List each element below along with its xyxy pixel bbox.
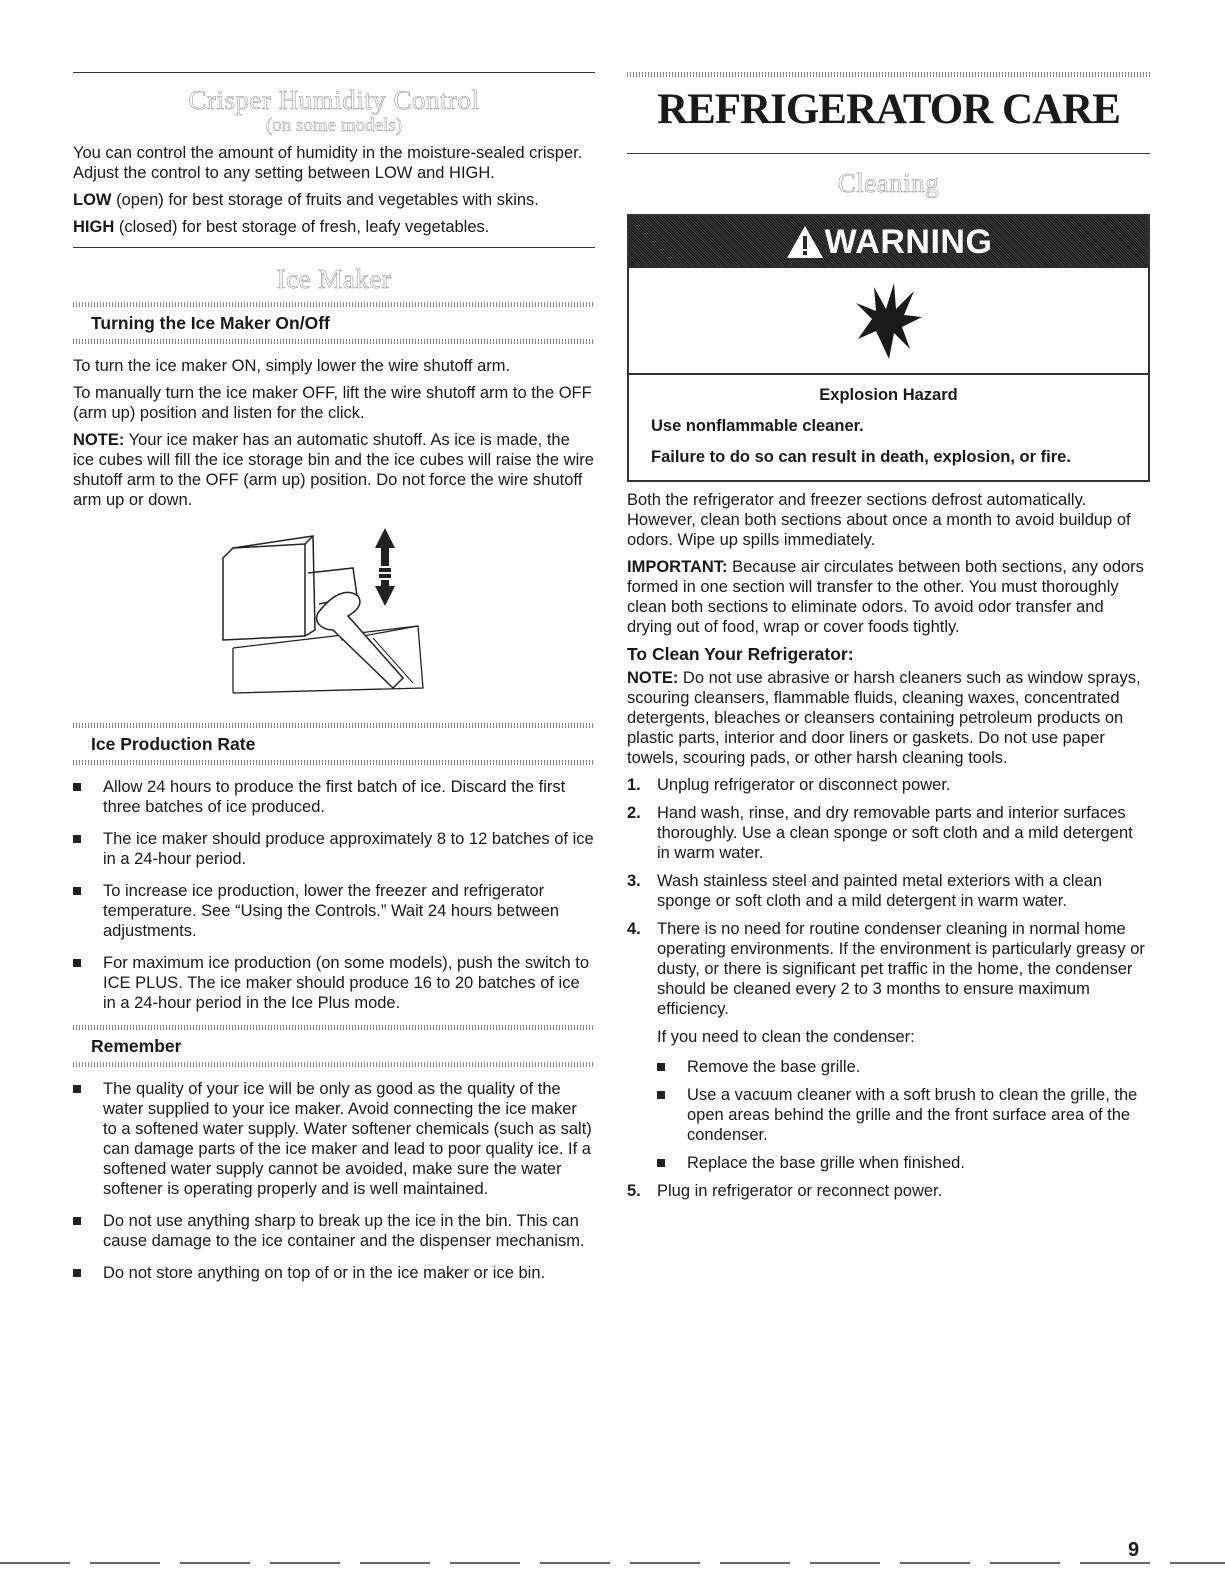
rate-heading: Ice Production Rate — [91, 734, 256, 754]
bullet-icon — [73, 835, 81, 843]
cleaning-steps — [627, 775, 1150, 1201]
crisper-low: LOW (open) for best storage of fruits and vegetables with skins. — [73, 191, 539, 209]
section-rule — [73, 247, 595, 248]
crisper-intro: You can control the amount of humidity in the moisture-sealed crisper. Adjust the control to any setting between LOW and HIGH. — [73, 144, 583, 182]
title-rule — [627, 153, 1150, 154]
bullet-icon — [73, 783, 81, 791]
remember-list — [73, 1079, 595, 1283]
crisper-high: HIGH (closed) for best storage of fresh, leafy vegetables. — [73, 218, 490, 236]
hatch-divider — [73, 1062, 595, 1067]
page-title: REFRIGERATOR CARE — [657, 86, 1120, 133]
warning-label: WARNING — [824, 223, 993, 261]
page-number: 9 — [1128, 1539, 1140, 1561]
warning-triangle-icon — [785, 224, 825, 260]
list-item: Replace the base grille when finished. — [657, 1153, 1150, 1173]
list-item: Use a vacuum cleaner with a soft brush to clean the grille, the open areas behind the grille and the front surface area of the condenser. — [657, 1085, 1150, 1145]
remember-heading: Remember — [91, 1036, 182, 1056]
bullet-icon — [657, 1159, 665, 1167]
warning-header — [629, 216, 1148, 268]
ice-note: NOTE: Your ice maker has an automatic shutoff. As ice is made, the ice cubes will fill the ice storage bin and the ice cubes will raise the wire shutoff arm to the OFF (arm up) position. Do not force the wire shutoff arm up or down. — [73, 431, 594, 509]
left-column — [73, 72, 595, 1295]
explosion-icon-area — [629, 268, 1148, 375]
cleaning-title: Cleaning — [837, 168, 940, 198]
step-item: 4. There is no need for routine condenser cleaning in normal home operating environments. If the environment is particularly greasy or dusty, or there is significant pet traffic in the home, the condenser should be cleaned every 2 to 3 months to ensure maximum efficiency. If you need to clean the condenser: Remove the base grille. Use a vacuum cleaner with a soft brush to clean the grille, the open areas behind the grille and the front surface area of the condenser. Replace the base grille when finished. — [627, 919, 1150, 1173]
bullet-icon — [73, 959, 81, 967]
important-text: IMPORTANT: Because air circulates between both sections, any odors formed in one section will transfer to the other. You must thoroughly clean both sections to eliminate odors. To avoid odor transfer and drying out of food, wrap or cover foods tightly. — [627, 558, 1144, 636]
step-item: 2. Hand wash, rinse, and dry removable parts and interior surfaces thoroughly. Use a clean sponge or soft cloth and a mild detergent in warm water. — [627, 804, 1133, 862]
step-item: 5. Plug in refrigerator or reconnect power. — [627, 1182, 943, 1200]
top-rule — [73, 72, 595, 73]
warning-line-2: Failure to do so can result in death, explosion, or fire. — [651, 448, 1071, 466]
right-column — [627, 72, 1150, 1209]
explosion-icon — [854, 281, 924, 361]
list-item: The ice maker should produce approximately 8 to 12 batches of ice in a 24-hour period. — [73, 829, 595, 869]
warning-line-1: Use nonflammable cleaner. — [651, 417, 864, 435]
bullet-icon — [657, 1091, 665, 1099]
list-item: To increase ice production, lower the freezer and refrigerator temperature. See “Using the Controls.” Wait 24 hours between adjustments. — [73, 881, 595, 941]
warning-text — [629, 375, 1148, 480]
rate-list — [73, 777, 595, 1013]
condenser-list — [657, 1057, 1150, 1173]
list-item: The quality of your ice will be only as good as the quality of the water supplied to your ice maker. Avoid connecting the ice maker to a softened water supply. Water softener chemicals (such as salt) can damage parts of the ice maker and lead to poor quality ice. If a softened water supply cannot be avoided, make sure the water softener is operating properly and is well maintained. — [73, 1079, 595, 1199]
clean-heading: To Clean Your Refrigerator: — [627, 644, 854, 664]
ice-maker-title: Ice Maker — [276, 264, 392, 294]
footer-rule — [0, 1562, 1225, 1564]
list-item: Remove the base grille. — [657, 1057, 1150, 1077]
list-item: For maximum ice production (on some models), push the switch to ICE PLUS. The ice maker should produce 16 to 20 batches of ice in a 24-hour period in the Ice Plus mode. — [73, 953, 595, 1013]
turning-heading: Turning the Ice Maker On/Off — [91, 313, 330, 333]
defrost-text: Both the refrigerator and freezer sections defrost automatically. However, clean both sections about once a month to avoid buildup of odors. Wipe up spills immediately. — [627, 491, 1131, 549]
hatch-divider — [73, 760, 595, 765]
ice-off-text: To manually turn the ice maker OFF, lift the wire shutoff arm to the OFF (arm up) position and listen for the click. — [73, 384, 592, 422]
ice-on-text: To turn the ice maker ON, simply lower the wire shutoff arm. — [73, 357, 511, 375]
hatch-divider — [73, 339, 595, 344]
top-hatch-rule — [627, 72, 1150, 77]
hazard-title: Explosion Hazard — [819, 386, 958, 404]
warning-box — [627, 214, 1150, 482]
crisper-subtitle: (on some models) — [265, 115, 403, 136]
bullet-icon — [73, 1269, 81, 1277]
crisper-title: Crisper Humidity Control — [188, 85, 480, 115]
list-item: Do not use anything sharp to break up the ice in the bin. This can cause damage to the ice container and the dispenser mechanism. — [73, 1211, 595, 1251]
bullet-icon — [73, 1085, 81, 1093]
step-item: 3. Wash stainless steel and painted metal exteriors with a clean sponge or soft cloth and a mild detergent in warm water. — [627, 872, 1103, 910]
list-item: Allow 24 hours to produce the first batch of ice. Discard the first three batches of ice produced. — [73, 777, 595, 817]
bullet-icon — [73, 887, 81, 895]
bullet-icon — [73, 1217, 81, 1225]
step-item: 1. Unplug refrigerator or disconnect power. — [627, 776, 951, 794]
ice-maker-arm-icon — [73, 518, 595, 713]
ice-maker-illustration — [73, 518, 595, 713]
condenser-intro: If you need to clean the condenser: — [657, 1028, 915, 1046]
bullet-icon — [657, 1063, 665, 1071]
clean-note: NOTE: Do not use abrasive or harsh cleaners such as window sprays, scouring cleansers, flammable fluids, cleaning waxes, concentrated detergents, bleaches or cleansers containing petroleum products on plastic parts, interior and door liners or gaskets. Do not use paper towels, scouring pads, or other harsh cleaning tools. — [627, 669, 1141, 767]
list-item: Do not store anything on top of or in the ice maker or ice bin. — [73, 1263, 595, 1283]
